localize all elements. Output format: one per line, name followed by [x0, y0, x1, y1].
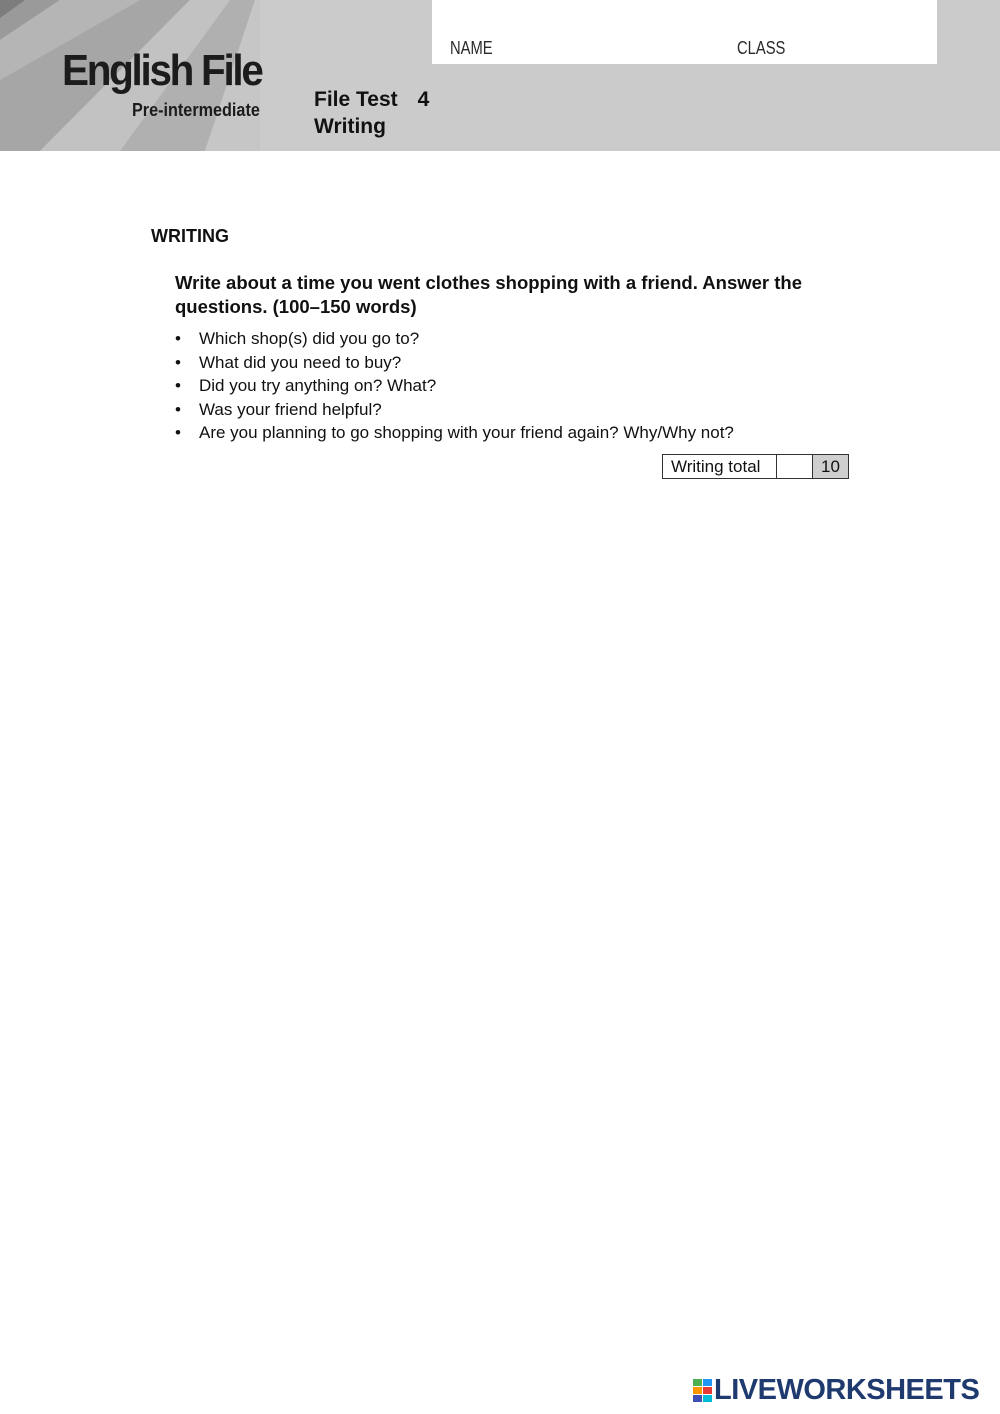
bullet-icon: •: [175, 399, 181, 419]
question-item: [175, 421, 734, 445]
name-label: NAME: [450, 38, 493, 58]
writing-max-score: 10: [813, 455, 849, 479]
liveworksheets-icon: [693, 1379, 712, 1402]
liveworksheets-logo: [693, 1375, 979, 1405]
test-label: File Test: [314, 88, 398, 111]
bullet-icon: •: [175, 376, 181, 396]
question-list: [175, 327, 734, 445]
question-text: Did you try anything on? What?: [199, 376, 437, 396]
writing-score-field[interactable]: [777, 455, 813, 479]
question-item: [175, 351, 734, 375]
test-type: Writing: [314, 115, 386, 138]
brand-title: English File: [62, 46, 262, 95]
class-label: CLASS: [737, 38, 786, 58]
writing-instruction: Write about a time you went clothes shopping with a friend. Answer the questions. (100–150 words): [175, 272, 803, 317]
name-class-box[interactable]: [432, 0, 937, 64]
writing-total-table: [662, 454, 849, 479]
writing-total-label: Writing total: [663, 455, 777, 479]
page-header: [0, 0, 1000, 151]
question-text: Are you planning to go shopping with your friend again? Why/Why not?: [199, 423, 734, 443]
section-heading: WRITING: [151, 226, 229, 246]
bullet-icon: •: [175, 329, 181, 348]
question-item: [175, 327, 734, 351]
question-text: Which shop(s) did you go to?: [199, 329, 420, 348]
bullet-icon: •: [175, 423, 181, 443]
question-item: [175, 374, 734, 398]
question-text: What did you need to buy?: [199, 352, 402, 372]
test-title: [314, 86, 429, 140]
question-item: [175, 398, 734, 422]
question-text: Was your friend helpful?: [199, 399, 382, 419]
liveworksheets-text: LIVEWORKSHEETS: [714, 1373, 980, 1406]
brand-subtitle: Pre-intermediate: [132, 100, 260, 120]
test-number: 4: [417, 88, 430, 111]
bullet-icon: •: [175, 352, 181, 372]
